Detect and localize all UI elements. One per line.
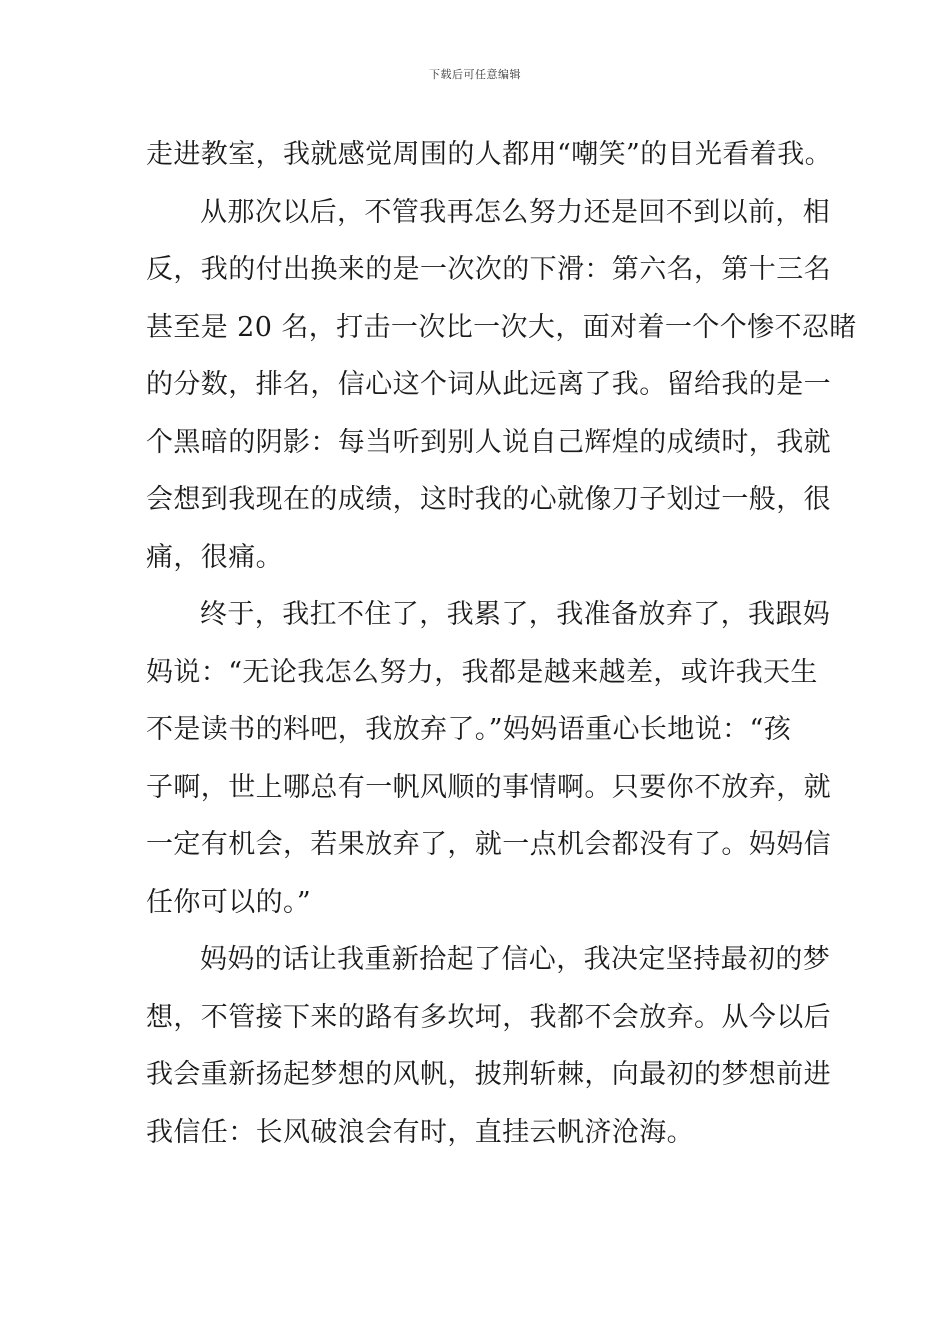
text-line: 的分数，排名，信心这个词从此远离了我。留给我的是一 (146, 369, 831, 400)
text-line: 妈说：“无论我怎么努力，我都是越来越差，或许我天生 (146, 656, 818, 688)
paragraph-start-line: 从那次以后，不管我再怎么努力还是回不到以前，相 (200, 196, 831, 228)
text-line: 会想到我现在的成绩，这时我的心就像刀子划过一般，很 (146, 484, 831, 515)
paragraph-start-line: 终于，我扛不住了，我累了，我准备放弃了，我跟妈 (200, 599, 831, 630)
text-line: 不是读书的料吧，我放弃了。”妈妈语重心长地说：“孩 (146, 714, 792, 745)
text-line: 甚至是 20 名，打击一次比一次大，面对着一个个惨不忍睹 (146, 311, 857, 343)
text-line: 任你可以的。” (146, 886, 312, 918)
text-line: 痛，很痛。 (146, 541, 283, 573)
text-line: 一定有机会，若果放弃了，就一点机会都没有了。妈妈信 (146, 829, 831, 860)
text-line: 子啊，世上哪总有一帆风顺的事情啊。只要你不放弃，就 (146, 771, 831, 803)
text-line: 反，我的付出换来的是一次次的下滑：第六名，第十三名 (146, 254, 831, 285)
text-line: 我会重新扬起梦想的风帆，披荆斩棘，向最初的梦想前进 (146, 1059, 831, 1090)
text-line: 走进教室，我就感觉周围的人都用“嘲笑”的目光看着我。 (146, 139, 833, 170)
text-line: 我信任：长风破浪会有时，直挂云帆济沧海。 (146, 1116, 694, 1148)
text-line: 想，不管接下来的路有多坎坷，我都不会放弃。从今以后 (146, 1001, 831, 1033)
paragraph-start-line: 妈妈的话让我重新拾起了信心，我决定坚持最初的梦 (200, 944, 831, 975)
text-line: 个黑暗的阴影：每当听到别人说自己辉煌的成绩时，我就 (146, 426, 831, 458)
page-header: 下载后可任意编辑 (429, 68, 521, 81)
document-body (146, 126, 857, 1161)
